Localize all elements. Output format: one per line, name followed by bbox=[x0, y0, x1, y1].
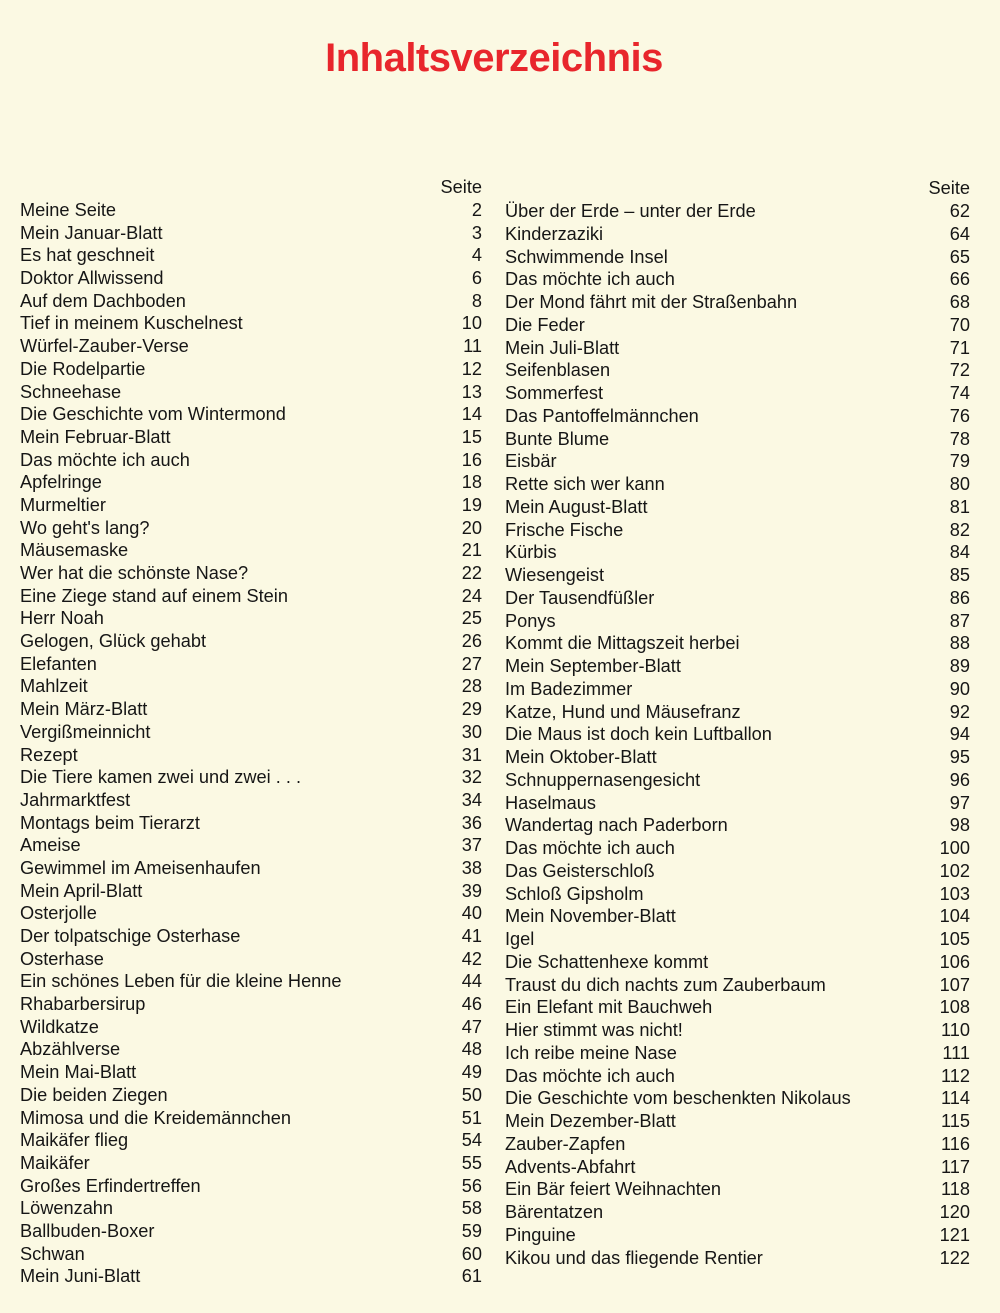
toc-entry bbox=[505, 1087, 970, 1110]
toc-entry-title: Die Feder bbox=[505, 314, 585, 335]
toc-entry-page: 11 bbox=[463, 336, 482, 357]
toc-entry-title: Auf dem Dachboden bbox=[20, 290, 186, 311]
toc-entry-page: 84 bbox=[949, 542, 970, 563]
toc-entry-title: Das möchte ich auch bbox=[505, 838, 675, 858]
toc-entry-page: 105 bbox=[939, 929, 970, 949]
toc-entry-title: Mimosa und die Kreidemännchen bbox=[20, 1107, 291, 1128]
toc-entry-title: Tief in meinem Kuschelnest bbox=[20, 313, 243, 334]
toc-entry-title: Mein Mai-Blatt bbox=[20, 1062, 137, 1083]
toc-entry bbox=[20, 857, 482, 880]
toc-entry-title: Mein Januar-Blatt bbox=[20, 222, 163, 243]
toc-entry-title: Es hat geschneit bbox=[20, 245, 155, 266]
toc-entry-page: 40 bbox=[461, 903, 482, 924]
toc-entry-title: Pinguine bbox=[505, 1224, 576, 1245]
toc-entry-title: Ich reibe meine Nase bbox=[505, 1042, 677, 1063]
toc-entry-title: Im Badezimmer bbox=[505, 678, 633, 699]
toc-entry-title: Kommt die Mittagszeit herbei bbox=[505, 633, 740, 654]
toc-entry-title: Montags beim Tierarzt bbox=[20, 812, 200, 833]
toc-entry-title: Frische Fische bbox=[505, 519, 624, 540]
toc-entry-page: 66 bbox=[949, 269, 970, 290]
toc-entry-page: 92 bbox=[949, 701, 970, 722]
toc-entry-title: Gelogen, Glück gehabt bbox=[20, 631, 207, 652]
toc-entry-title: Apfelringe bbox=[20, 472, 102, 493]
toc-entry bbox=[20, 1061, 482, 1084]
toc-entry-title: Wo geht's lang? bbox=[20, 517, 150, 538]
toc-entry-page: 14 bbox=[461, 404, 482, 425]
toc-entry-title: Murmeltier bbox=[20, 494, 106, 515]
toc-entry-title: Elefanten bbox=[20, 653, 97, 674]
toc-entry bbox=[505, 1065, 970, 1088]
toc-entry-title: Meine Seite bbox=[20, 200, 117, 220]
toc-entry bbox=[20, 789, 482, 812]
toc-entry bbox=[505, 337, 970, 360]
toc-entry-page: 37 bbox=[461, 835, 482, 856]
toc-entry-title: Doktor Allwissend bbox=[20, 268, 164, 289]
toc-entry-page: 96 bbox=[949, 769, 970, 790]
toc-entry-title: Rhabarbersirup bbox=[20, 994, 146, 1015]
toc-entry-title: Osterhase bbox=[20, 948, 104, 969]
toc-entry bbox=[20, 471, 482, 494]
toc-entry-page: 22 bbox=[461, 563, 482, 583]
toc-entry bbox=[20, 653, 482, 676]
toc-entry-page: 95 bbox=[949, 747, 970, 767]
toc-entry bbox=[505, 610, 970, 633]
toc-entry bbox=[20, 902, 482, 925]
toc-entry-title: Schnuppernasengesicht bbox=[505, 769, 701, 790]
toc-entry bbox=[505, 837, 970, 860]
toc-entry-page: 90 bbox=[949, 678, 970, 699]
toc-entry-page: 47 bbox=[461, 1016, 482, 1037]
toc-entry-page: 48 bbox=[461, 1039, 482, 1060]
toc-entry-title: Jahrmarktfest bbox=[20, 789, 131, 810]
toc-entry-title: Rezept bbox=[20, 744, 78, 765]
toc-entry-page: 122 bbox=[939, 1247, 970, 1268]
toc-entry bbox=[505, 655, 970, 678]
toc-entry-page: 25 bbox=[461, 608, 482, 629]
toc-entry-title: Mein Dezember-Blatt bbox=[505, 1111, 676, 1131]
toc-entry-page: 80 bbox=[949, 474, 970, 494]
toc-entry-title: Das Pantoffelmännchen bbox=[505, 405, 699, 426]
toc-entry-title: Kinderzaziki bbox=[505, 223, 604, 244]
toc-entry bbox=[505, 1042, 970, 1065]
toc-entry bbox=[20, 698, 482, 721]
toc-entry-title: Seifenblasen bbox=[505, 360, 611, 381]
toc-entry-page: 32 bbox=[461, 767, 482, 788]
toc-entry bbox=[505, 883, 970, 906]
toc-entry-title: Der tolpatschige Osterhase bbox=[20, 926, 241, 946]
toc-entry-page: 102 bbox=[939, 860, 970, 881]
toc-entry-page: 98 bbox=[949, 815, 970, 836]
toc-entry bbox=[505, 746, 970, 769]
toc-column-left bbox=[20, 176, 482, 1288]
toc-entry-page: 8 bbox=[471, 290, 482, 311]
toc-entry-title: Ein schönes Leben für die kleine Henne bbox=[20, 971, 342, 992]
toc-entry bbox=[505, 541, 970, 564]
toc-entry bbox=[505, 1156, 970, 1179]
toc-entry-title: Mein November-Blatt bbox=[505, 906, 676, 927]
toc-entry bbox=[20, 244, 482, 267]
toc-entry bbox=[505, 223, 970, 246]
toc-entry bbox=[20, 1084, 482, 1107]
toc-entry-page: 71 bbox=[949, 337, 970, 358]
toc-entry-page: 36 bbox=[461, 812, 482, 833]
toc-entry-title: Würfel-Zauber-Verse bbox=[20, 336, 189, 357]
toc-entry-title: Eisbär bbox=[505, 451, 557, 472]
toc-entry bbox=[20, 1175, 482, 1198]
toc-entry-title: Über der Erde – unter der Erde bbox=[505, 201, 756, 221]
toc-entry-page: 89 bbox=[949, 656, 970, 676]
toc-entry-page: 4 bbox=[471, 245, 482, 266]
toc-entry-title: Mäusemaske bbox=[20, 540, 129, 561]
toc-entry-page: 87 bbox=[949, 610, 970, 631]
toc-entry bbox=[505, 473, 970, 496]
toc-entry bbox=[20, 562, 482, 585]
toc-entry bbox=[20, 222, 482, 245]
toc-entry bbox=[505, 1224, 970, 1247]
toc-entry-title: Igel bbox=[505, 929, 535, 949]
toc-entry-title: Ballbuden-Boxer bbox=[20, 1220, 155, 1241]
toc-entry-page: 6 bbox=[471, 268, 482, 289]
toc-entry-page: 49 bbox=[461, 1062, 482, 1083]
toc-entry bbox=[20, 358, 482, 381]
toc-entry bbox=[20, 199, 482, 222]
toc-entry-title: Der Tausendfüßler bbox=[505, 587, 655, 608]
toc-entry bbox=[20, 675, 482, 698]
toc-entry-page: 85 bbox=[949, 565, 970, 585]
toc-entry-page: 76 bbox=[949, 405, 970, 426]
toc-entry bbox=[505, 428, 970, 451]
toc-entry-title: Kikou und das fliegende Rentier bbox=[505, 1247, 763, 1268]
toc-entry-page: 79 bbox=[949, 451, 970, 472]
toc-entry-page: 54 bbox=[461, 1130, 482, 1151]
toc-entry-page: 20 bbox=[461, 517, 482, 538]
toc-entry bbox=[505, 268, 970, 291]
toc-entry-page: 120 bbox=[939, 1202, 970, 1222]
toc-entry-title: Rette sich wer kann bbox=[505, 474, 665, 494]
toc-entry-page: 15 bbox=[461, 426, 482, 447]
toc-entry bbox=[505, 723, 970, 746]
page-title: Inhaltsverzeichnis bbox=[325, 35, 663, 80]
toc-entry-page: 31 bbox=[461, 744, 482, 765]
toc-entry-title: Haselmaus bbox=[505, 792, 596, 813]
toc-entry-page: 111 bbox=[942, 1042, 970, 1063]
toc-entry bbox=[20, 1107, 482, 1130]
toc-entry-title: Hier stimmt was nicht! bbox=[505, 1020, 683, 1040]
toc-entry-title: Advents-Abfahrt bbox=[505, 1156, 636, 1177]
toc-entry-title: Schwan bbox=[20, 1243, 85, 1264]
toc-entry bbox=[505, 928, 970, 951]
toc-entry-page: 59 bbox=[461, 1220, 482, 1241]
toc-entry bbox=[505, 587, 970, 610]
toc-entry bbox=[505, 200, 970, 223]
toc-list-left bbox=[20, 199, 482, 1288]
toc-entry bbox=[20, 834, 482, 857]
toc-entry-page: 19 bbox=[461, 494, 482, 515]
toc-entry bbox=[505, 905, 970, 928]
toc-entry bbox=[505, 792, 970, 815]
toc-entry-page: 116 bbox=[941, 1133, 970, 1154]
toc-entry-page: 68 bbox=[949, 292, 970, 312]
toc-entry bbox=[505, 1019, 970, 1042]
toc-entry-page: 58 bbox=[461, 1198, 482, 1219]
toc-entry-title: Die Schattenhexe kommt bbox=[505, 951, 709, 972]
toc-entry bbox=[20, 290, 482, 313]
toc-entry-page: 44 bbox=[461, 971, 482, 992]
toc-entry-page: 61 bbox=[461, 1266, 482, 1287]
toc-entry-page: 10 bbox=[461, 313, 482, 334]
toc-entry-page: 94 bbox=[949, 724, 970, 745]
toc-entry-title: Mein März-Blatt bbox=[20, 699, 148, 720]
toc-entry-page: 38 bbox=[461, 857, 482, 878]
toc-entry bbox=[20, 403, 482, 426]
toc-entry-title: Mahlzeit bbox=[20, 676, 88, 697]
toc-entry bbox=[20, 766, 482, 789]
toc-entry-title: Kürbis bbox=[505, 542, 557, 563]
toc-entry-title: Bunte Blume bbox=[505, 428, 610, 449]
toc-entry-title: Das möchte ich auch bbox=[505, 269, 675, 290]
toc-entry-page: 72 bbox=[949, 360, 970, 381]
toc-entry bbox=[505, 632, 970, 655]
toc-entry-page: 26 bbox=[461, 631, 482, 652]
toc-entry-page: 82 bbox=[949, 519, 970, 540]
toc-entry-title: Löwenzahn bbox=[20, 1198, 114, 1219]
toc-entry-page: 13 bbox=[461, 381, 482, 402]
toc-column-right bbox=[505, 176, 970, 1269]
toc-entry-page: 65 bbox=[949, 246, 970, 267]
toc-entry-page: 55 bbox=[461, 1152, 482, 1173]
toc-entry-title: Die Rodelpartie bbox=[20, 358, 146, 379]
toc-entry-title: Abzählverse bbox=[20, 1039, 121, 1060]
toc-entry-page: 112 bbox=[941, 1065, 970, 1086]
toc-entry bbox=[20, 517, 482, 540]
toc-entry bbox=[505, 678, 970, 701]
toc-entry-title: Wiesengeist bbox=[505, 565, 605, 585]
toc-entry-title: Eine Ziege stand auf einem Stein bbox=[20, 585, 288, 606]
toc-entry bbox=[505, 246, 970, 269]
toc-entry-title: Mein Oktober-Blatt bbox=[505, 747, 657, 767]
toc-entry bbox=[505, 519, 970, 542]
toc-entry bbox=[505, 814, 970, 837]
toc-entry-title: Katze, Hund und Mäusefranz bbox=[505, 701, 741, 722]
toc-entry-title: Vergißmeinnicht bbox=[20, 721, 151, 742]
toc-entry-title: Traust du dich nachts zum Zauberbaum bbox=[505, 974, 826, 995]
toc-entry-page: 78 bbox=[949, 428, 970, 449]
toc-entry-page: 29 bbox=[461, 699, 482, 720]
toc-entry-title: Bärentatzen bbox=[505, 1202, 604, 1222]
toc-entry-title: Das möchte ich auch bbox=[20, 449, 190, 470]
toc-entry-title: Mein Februar-Blatt bbox=[20, 426, 171, 447]
toc-entry-title: Mein September-Blatt bbox=[505, 656, 681, 676]
toc-entry bbox=[505, 769, 970, 792]
toc-entry-page: 104 bbox=[939, 906, 970, 927]
toc-entry-page: 115 bbox=[941, 1111, 970, 1131]
toc-entry bbox=[20, 312, 482, 335]
toc-entry-title: Wandertag nach Paderborn bbox=[505, 815, 728, 836]
toc-entry-page: 100 bbox=[939, 838, 970, 858]
toc-entry-title: Der Mond fährt mit der Straßenbahn bbox=[505, 292, 798, 312]
toc-entry bbox=[20, 948, 482, 971]
toc-entry bbox=[505, 382, 970, 405]
toc-entry-title: Ponys bbox=[505, 610, 556, 631]
toc-list-right bbox=[505, 200, 970, 1269]
toc-entry bbox=[20, 539, 482, 562]
toc-entry bbox=[20, 426, 482, 449]
toc-entry-title: Schwimmende Insel bbox=[505, 246, 668, 267]
toc-entry-page: 30 bbox=[461, 721, 482, 742]
toc-entry-page: 117 bbox=[941, 1156, 970, 1177]
toc-entry-page: 106 bbox=[939, 951, 970, 972]
toc-entry-page: 16 bbox=[461, 449, 482, 470]
toc-entry bbox=[20, 335, 482, 358]
toc-entry-title: Großes Erfindertreffen bbox=[20, 1175, 201, 1196]
toc-entry bbox=[20, 812, 482, 835]
toc-entry bbox=[20, 993, 482, 1016]
toc-entry bbox=[505, 291, 970, 314]
toc-entry bbox=[505, 359, 970, 382]
toc-entry-page: 2 bbox=[471, 200, 482, 220]
toc-entry bbox=[505, 314, 970, 337]
toc-entry bbox=[20, 1265, 482, 1288]
toc-entry-page: 3 bbox=[471, 222, 482, 243]
toc-entry-page: 51 bbox=[461, 1107, 482, 1128]
toc-entry-title: Die beiden Ziegen bbox=[20, 1084, 168, 1105]
toc-entry bbox=[20, 1243, 482, 1266]
toc-entry-page: 88 bbox=[949, 633, 970, 654]
toc-entry-title: Die Tiere kamen zwei und zwei . . . bbox=[20, 767, 302, 788]
toc-entry-title: Das möchte ich auch bbox=[505, 1065, 675, 1086]
toc-entry-title: Die Maus ist doch kein Luftballon bbox=[505, 724, 772, 745]
toc-entry bbox=[20, 925, 482, 948]
toc-entry-page: 41 bbox=[461, 926, 482, 946]
toc-entry bbox=[20, 970, 482, 993]
toc-entry-title: Mein Juni-Blatt bbox=[20, 1266, 141, 1287]
toc-entry bbox=[505, 974, 970, 997]
toc-entry bbox=[505, 564, 970, 587]
toc-entry bbox=[20, 585, 482, 608]
toc-entry bbox=[20, 607, 482, 630]
toc-entry-title: Wildkatze bbox=[20, 1016, 99, 1037]
toc-entry-title: Sommerfest bbox=[505, 383, 604, 403]
toc-entry-title: Wer hat die schönste Nase? bbox=[20, 563, 249, 583]
toc-entry bbox=[505, 1110, 970, 1133]
toc-entry-page: 12 bbox=[461, 358, 482, 379]
toc-entry bbox=[20, 494, 482, 517]
toc-entry-title: Mein Juli-Blatt bbox=[505, 337, 620, 358]
toc-entry-page: 97 bbox=[949, 792, 970, 813]
toc-entry-title: Schloß Gipsholm bbox=[505, 883, 644, 904]
toc-entry-page: 42 bbox=[461, 948, 482, 969]
toc-entry bbox=[20, 721, 482, 744]
toc-entry bbox=[505, 450, 970, 473]
toc-entry-title: Herr Noah bbox=[20, 608, 104, 629]
toc-entry-title: Die Geschichte vom Wintermond bbox=[20, 404, 286, 425]
toc-entry bbox=[505, 701, 970, 724]
toc-entry-page: 74 bbox=[949, 383, 970, 403]
toc-entry-title: Die Geschichte vom beschenkten Nikolaus bbox=[505, 1088, 851, 1109]
toc-entry bbox=[20, 1197, 482, 1220]
toc-entry bbox=[20, 880, 482, 903]
toc-entry-title: Gewimmel im Ameisenhaufen bbox=[20, 857, 261, 878]
toc-entry-title: Maikäfer flieg bbox=[20, 1130, 129, 1151]
toc-entry bbox=[20, 1016, 482, 1039]
toc-entry-page: 34 bbox=[461, 789, 482, 810]
toc-entry-page: 39 bbox=[461, 880, 482, 901]
toc-entry-title: Das Geisterschloß bbox=[505, 860, 655, 881]
toc-entry-title: Zauber-Zapfen bbox=[505, 1133, 626, 1154]
toc-entry bbox=[20, 744, 482, 767]
toc-entry-page: 118 bbox=[941, 1179, 970, 1200]
toc-entry bbox=[505, 405, 970, 428]
page-column-header: Seite bbox=[928, 178, 970, 198]
toc-entry bbox=[505, 496, 970, 519]
toc-entry bbox=[20, 267, 482, 290]
toc-entry-page: 21 bbox=[461, 540, 482, 561]
toc-entry-title: Ein Elefant mit Bauchweh bbox=[505, 997, 713, 1018]
toc-entry-page: 56 bbox=[461, 1175, 482, 1196]
toc-entry-page: 62 bbox=[949, 201, 970, 221]
toc-entry bbox=[505, 996, 970, 1019]
toc-entry-page: 121 bbox=[939, 1224, 970, 1245]
toc-entry-page: 28 bbox=[461, 676, 482, 697]
toc-entry-page: 64 bbox=[949, 223, 970, 244]
toc-entry bbox=[20, 1152, 482, 1175]
toc-entry-page: 27 bbox=[461, 653, 482, 674]
toc-entry-page: 46 bbox=[461, 994, 482, 1015]
toc-entry bbox=[20, 449, 482, 472]
toc-entry-page: 114 bbox=[941, 1088, 970, 1109]
toc-entry-page: 60 bbox=[461, 1243, 482, 1264]
toc-entry bbox=[20, 381, 482, 404]
toc-entry bbox=[20, 630, 482, 653]
toc-entry bbox=[505, 951, 970, 974]
toc-entry-title: Mein April-Blatt bbox=[20, 880, 143, 901]
toc-entry bbox=[505, 1178, 970, 1201]
toc-entry-title: Maikäfer bbox=[20, 1152, 90, 1173]
toc-entry-page: 107 bbox=[939, 974, 970, 995]
toc-entry-page: 70 bbox=[949, 314, 970, 335]
toc-entry-page: 18 bbox=[461, 472, 482, 493]
toc-entry-title: Ein Bär feiert Weihnachten bbox=[505, 1179, 722, 1200]
toc-entry-title: Ameise bbox=[20, 835, 81, 856]
toc-entry bbox=[505, 1201, 970, 1224]
toc-entry-page: 50 bbox=[461, 1084, 482, 1105]
page-column-header: Seite bbox=[440, 177, 482, 197]
toc-entry-page: 81 bbox=[949, 496, 970, 517]
toc-entry bbox=[20, 1129, 482, 1152]
toc-entry-page: 24 bbox=[461, 585, 482, 606]
toc-entry bbox=[20, 1220, 482, 1243]
toc-entry-page: 103 bbox=[939, 883, 970, 904]
toc-entry bbox=[505, 1133, 970, 1156]
toc-entry bbox=[505, 860, 970, 883]
toc-entry bbox=[20, 1038, 482, 1061]
toc-entry-page: 86 bbox=[949, 587, 970, 608]
toc-entry bbox=[505, 1247, 970, 1270]
toc-entry-title: Osterjolle bbox=[20, 903, 97, 924]
toc-entry-title: Mein August-Blatt bbox=[505, 496, 648, 517]
toc-entry-title: Schneehase bbox=[20, 381, 122, 402]
toc-entry-page: 110 bbox=[941, 1020, 970, 1040]
toc-entry-page: 108 bbox=[939, 997, 970, 1018]
